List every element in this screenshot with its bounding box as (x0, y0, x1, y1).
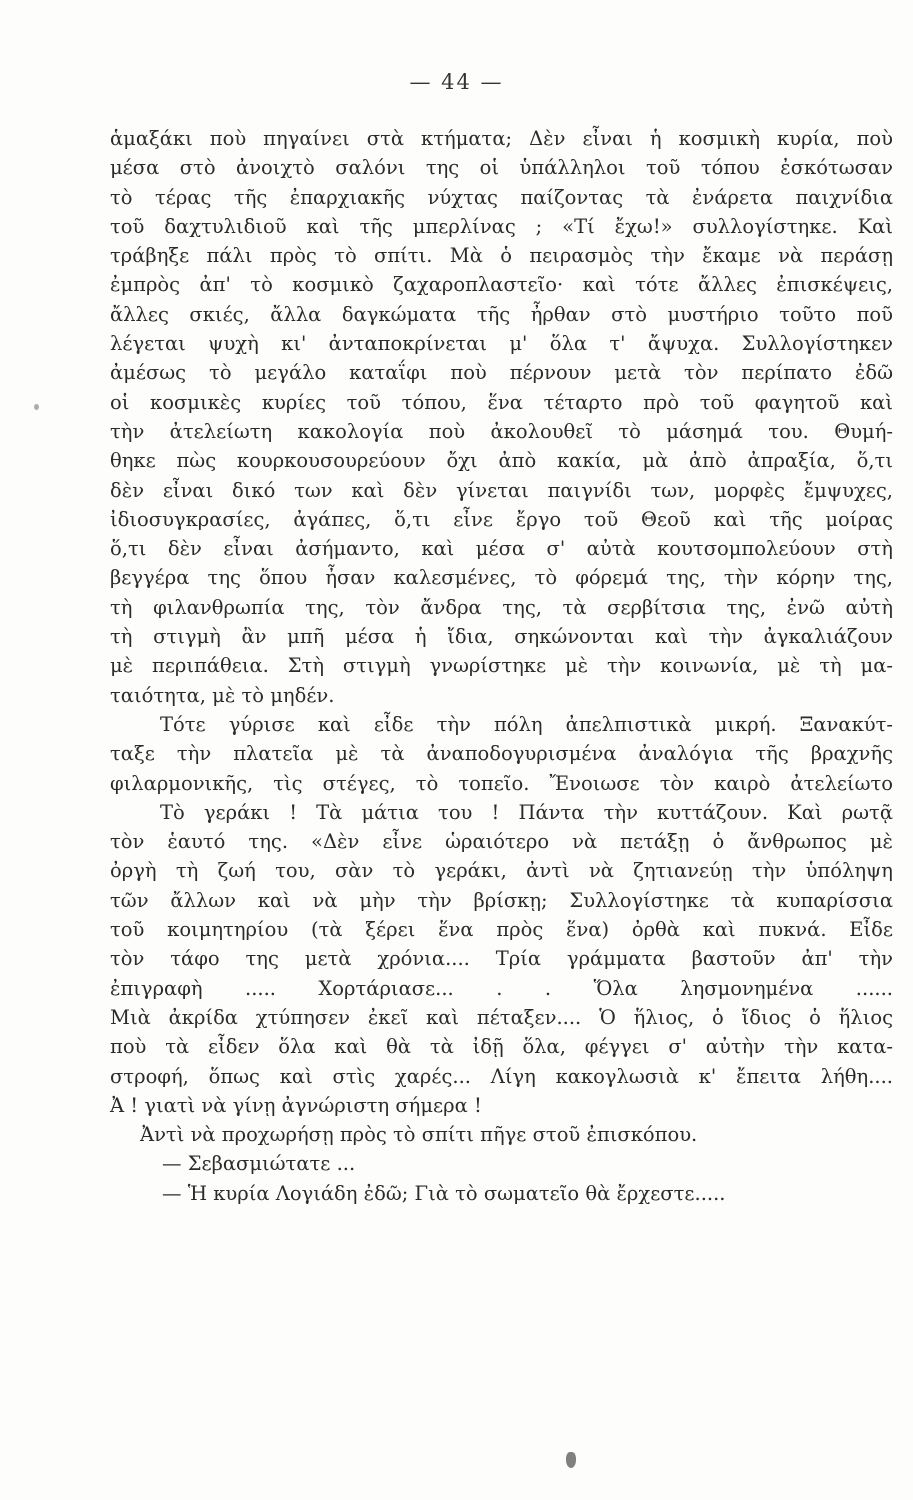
text-line: ὀργὴ τὴ ζωή του, σὰν τὸ γεράκι, ἀντὶ νὰ ζητιανεύῃ τὴν ὑπόληψη (110, 859, 893, 883)
text-line: ἐπιγραφὴ ..... Χορτάριασε... . . Ὅλα λησμονημένα ...... (110, 976, 893, 1000)
text-line: τὴ στιγμὴ ἂν μπῆ μέσα ἡ ἴδια, σηκώνονται καὶ τὴν ἀγκαλιάζουν (110, 625, 893, 649)
body-text (110, 124, 893, 1208)
text-line: τὸν τάφο της μετὰ χρόνια.... Τρία γράμματα βαστοῦν ἀπ' τὴν (110, 947, 893, 971)
text-line: Ἀντὶ νὰ προχωρήσῃ πρὸς τὸ σπίτι πῆγε στοῦ ἐπισκόπου. (140, 1123, 698, 1147)
text-line: τὸ τέρας τῆς ἐπαρχιακῆς νύχτας παίζοντας τὰ ἐνάρετα παιχνίδια (110, 185, 893, 209)
text-line: δὲν εἶναι δικό των καὶ δὲν γίνεται παιγνίδι των, μορφὲς ἔμψυχες, (110, 478, 893, 502)
ink-speck (34, 404, 39, 410)
text-line: Ἀ ! γιατὶ νὰ γίνῃ ἀγνώριστη σήμερα ! (110, 1093, 482, 1117)
text-line: — Ἡ κυρία Λογιάδη ἐδῶ; Γιὰ τὸ σωματεῖο θὰ ἔρχεστε..... (162, 1181, 726, 1205)
text-line: Μιὰ ἀκρίδα χτύπησεν ἐκεῖ καὶ πέταξεν.... Ὁ ἥλιος, ὁ ἴδιος ὁ ἥλιος (110, 1005, 893, 1029)
text-line: ποὺ τὰ εἶδεν ὅλα καὶ θὰ τὰ ἰδῇ ὅλα, φέγγει σ' αὐτὴν τὴν κατα- (110, 1035, 893, 1059)
text-line: τοῦ δαχτυλιδιοῦ καὶ τῆς μπερλίνας ; «Τί ἔχω!» συλλογίστηκε. Καὶ (110, 214, 893, 238)
text-line: στροφή, ὅπως καὶ στὶς χαρές... Λίγη κακογλωσιὰ κ' ἔπειτα λήθη.... (110, 1064, 893, 1088)
text-line: μὲ περιπάθεια. Στὴ στιγμὴ γνωρίστηκε μὲ τὴν κοινωνία, μὲ τὴ μα- (110, 654, 893, 678)
text-line: — Σεβασμιώτατε ... (162, 1152, 356, 1176)
text-line: ἄλλες σκιές, ἄλλα δαγκώματα τῆς ἦρθαν στὸ μυστήριο τοῦτο ποῦ (110, 302, 893, 326)
page-number: — 44 — (409, 70, 504, 94)
text-line: τράβηξε πάλι πρὸς τὸ σπίτι. Μὰ ὁ πειρασμὸς τὴν ἔκαμε νὰ περάσῃ (110, 244, 893, 268)
text-line: τὴ φιλανθρωπία της, τὸν ἄνδρα της, τὰ σερβίτσια της, ἐνῶ αὐτὴ (110, 595, 893, 619)
text-line: ἐμπρὸς ἀπ' τὸ κοσμικὸ ζαχαροπλαστεῖο· καὶ τότε ἄλλες ἐπισκέψεις, (110, 273, 893, 297)
text-line: λέγεται ψυχὴ κι' ἀνταποκρίνεται μ' ὅλα τ' ἄψυχα. Συλλογίστηκεν (110, 332, 893, 356)
text-line: Τὸ γεράκι ! Τὰ μάτια του ! Πάντα τὴν κυττάζουν. Καὶ ρωτᾷ (160, 800, 893, 824)
text-line: ἁμαξάκι ποὺ πηγαίνει στὰ κτήματα; Δὲν εἶναι ἡ κοσμικὴ κυρία, ποὺ (110, 127, 893, 150)
text-line: θηκε πὼς κουρκουσουρεύουν ὄχι ἀπὸ κακία, μὰ ἀπὸ ἀπραξία, ὅ,τι (110, 449, 893, 473)
text-line: ὅ,τι δὲν εἶναι ἀσήμαντο, καὶ μέσα σ' αὐτὰ κουτσομπολεύουν στὴ (110, 537, 893, 561)
text-line: τὴν ἀτελείωτη κακολογία ποὺ ἀκολουθεῖ τὸ μάσημά του. Θυμή- (110, 419, 893, 443)
text-line: ταιότητα, μὲ τὸ μηδέν. (110, 683, 335, 707)
text-line: Τότε γύρισε καὶ εἶδε τὴν πόλη ἀπελπιστικὰ μικρή. Ξανακύτ- (160, 712, 893, 736)
text-line: τοῦ κοιμητηρίου (τὰ ξέρει ἕνα πρὸς ἕνα) ὀρθὰ καὶ πυκνά. Εἶδε (110, 918, 893, 942)
text-line: τῶν ἄλλων καὶ νὰ μὴν τὴν βρίσκῃ; Συλλογίστηκε τὰ κυπαρίσσια (110, 888, 893, 912)
text-line: βεγγέρα της ὅπου ἦσαν καλεσμένες, τὸ φόρεμά της, τὴν κόρην της, (110, 566, 893, 590)
text-line: φιλαρμονικῆς, τὶς στέγες, τὸ τοπεῖο. Ἔνοιωσε τὸν καιρὸ ἀτελείωτο (110, 771, 893, 795)
text-line: τὸν ἑαυτό της. «Δὲν εἶνε ὡραιότερο νὰ πετάξῃ ὁ ἄνθρωπος μὲ (110, 830, 893, 854)
text-line: μέσα στὸ ἀνοιχτὸ σαλόνι της οἱ ὑπάλληλοι τοῦ τόπου ἐσκότωσαν (110, 156, 893, 180)
text-line: ἰδιοσυγκρασίες, ἀγάπες, ὅ,τι εἶνε ἔργο τοῦ Θεοῦ καὶ τῆς μοίρας (110, 507, 893, 531)
text-line: ταξε τὴν πλατεῖα μὲ τὰ ἀναποδογυρισμένα ἀναλόγια τῆς βραχνῆς (110, 742, 893, 766)
text-line: ἀμέσως τὸ μεγάλο καταΐφι ποὺ πέρνουν μετὰ τὸν περίπατο ἐδῶ (110, 361, 893, 385)
text-line: οἱ κοσμικὲς κυρίες τοῦ τόπου, ἕνα τέταρτο πρὸ τοῦ φαγητοῦ καὶ (110, 390, 893, 414)
ink-speck (566, 1452, 576, 1468)
